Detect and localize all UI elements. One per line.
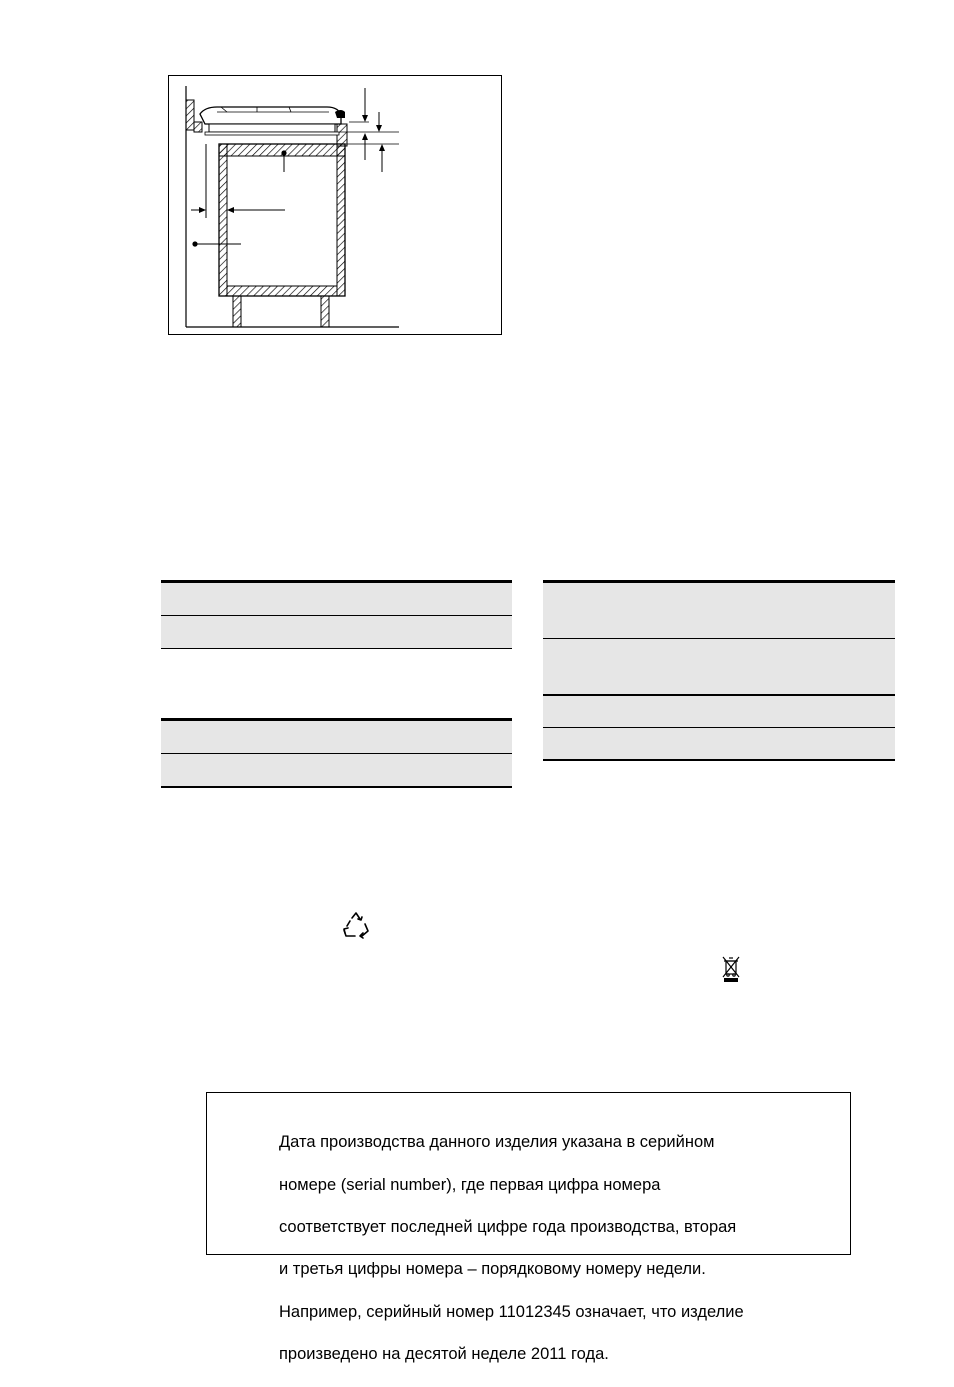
- notice-line: Например, серийный номер 11012345 означает, что изделие: [279, 1302, 744, 1321]
- worktop-left: [194, 122, 202, 132]
- table-right: [543, 580, 895, 762]
- cabinet-left-panel: [219, 144, 227, 296]
- table-row: [543, 728, 895, 759]
- table-row: [161, 721, 512, 753]
- cabinet-bottom-panel: [227, 286, 337, 296]
- cabinet-right-panel: [337, 144, 345, 296]
- table-row: [543, 583, 895, 638]
- installation-diagram: [168, 75, 502, 335]
- table-left-upper: [161, 580, 512, 650]
- table-left-lower: [161, 718, 512, 788]
- table-row: [543, 639, 895, 694]
- cabinet-leg-left: [233, 296, 241, 327]
- table-row: [161, 583, 512, 615]
- table-row: [161, 616, 512, 648]
- hob: [200, 107, 341, 124]
- cabinet-cross-section: [169, 76, 503, 336]
- notice-line: номере (serial number), где первая цифра номера: [279, 1175, 661, 1194]
- notice-line: Дата производства данного изделия указана в серийном: [279, 1133, 715, 1152]
- crossed-out-bin-icon: [721, 955, 741, 983]
- table-row: [543, 696, 895, 727]
- notice-line: произведено на десятой неделе 2011 года.: [279, 1345, 609, 1364]
- notice-line: и третья цифры номера – порядковому номеру недели.: [279, 1260, 706, 1279]
- recycle-icon: [341, 911, 371, 941]
- cabinet-leg-right: [321, 296, 329, 327]
- notice-line: соответствует последней цифре года производства, вторая: [279, 1218, 737, 1237]
- table-row: [161, 754, 512, 786]
- production-date-notice: [206, 1092, 851, 1364]
- notice-text: [279, 1111, 839, 1387]
